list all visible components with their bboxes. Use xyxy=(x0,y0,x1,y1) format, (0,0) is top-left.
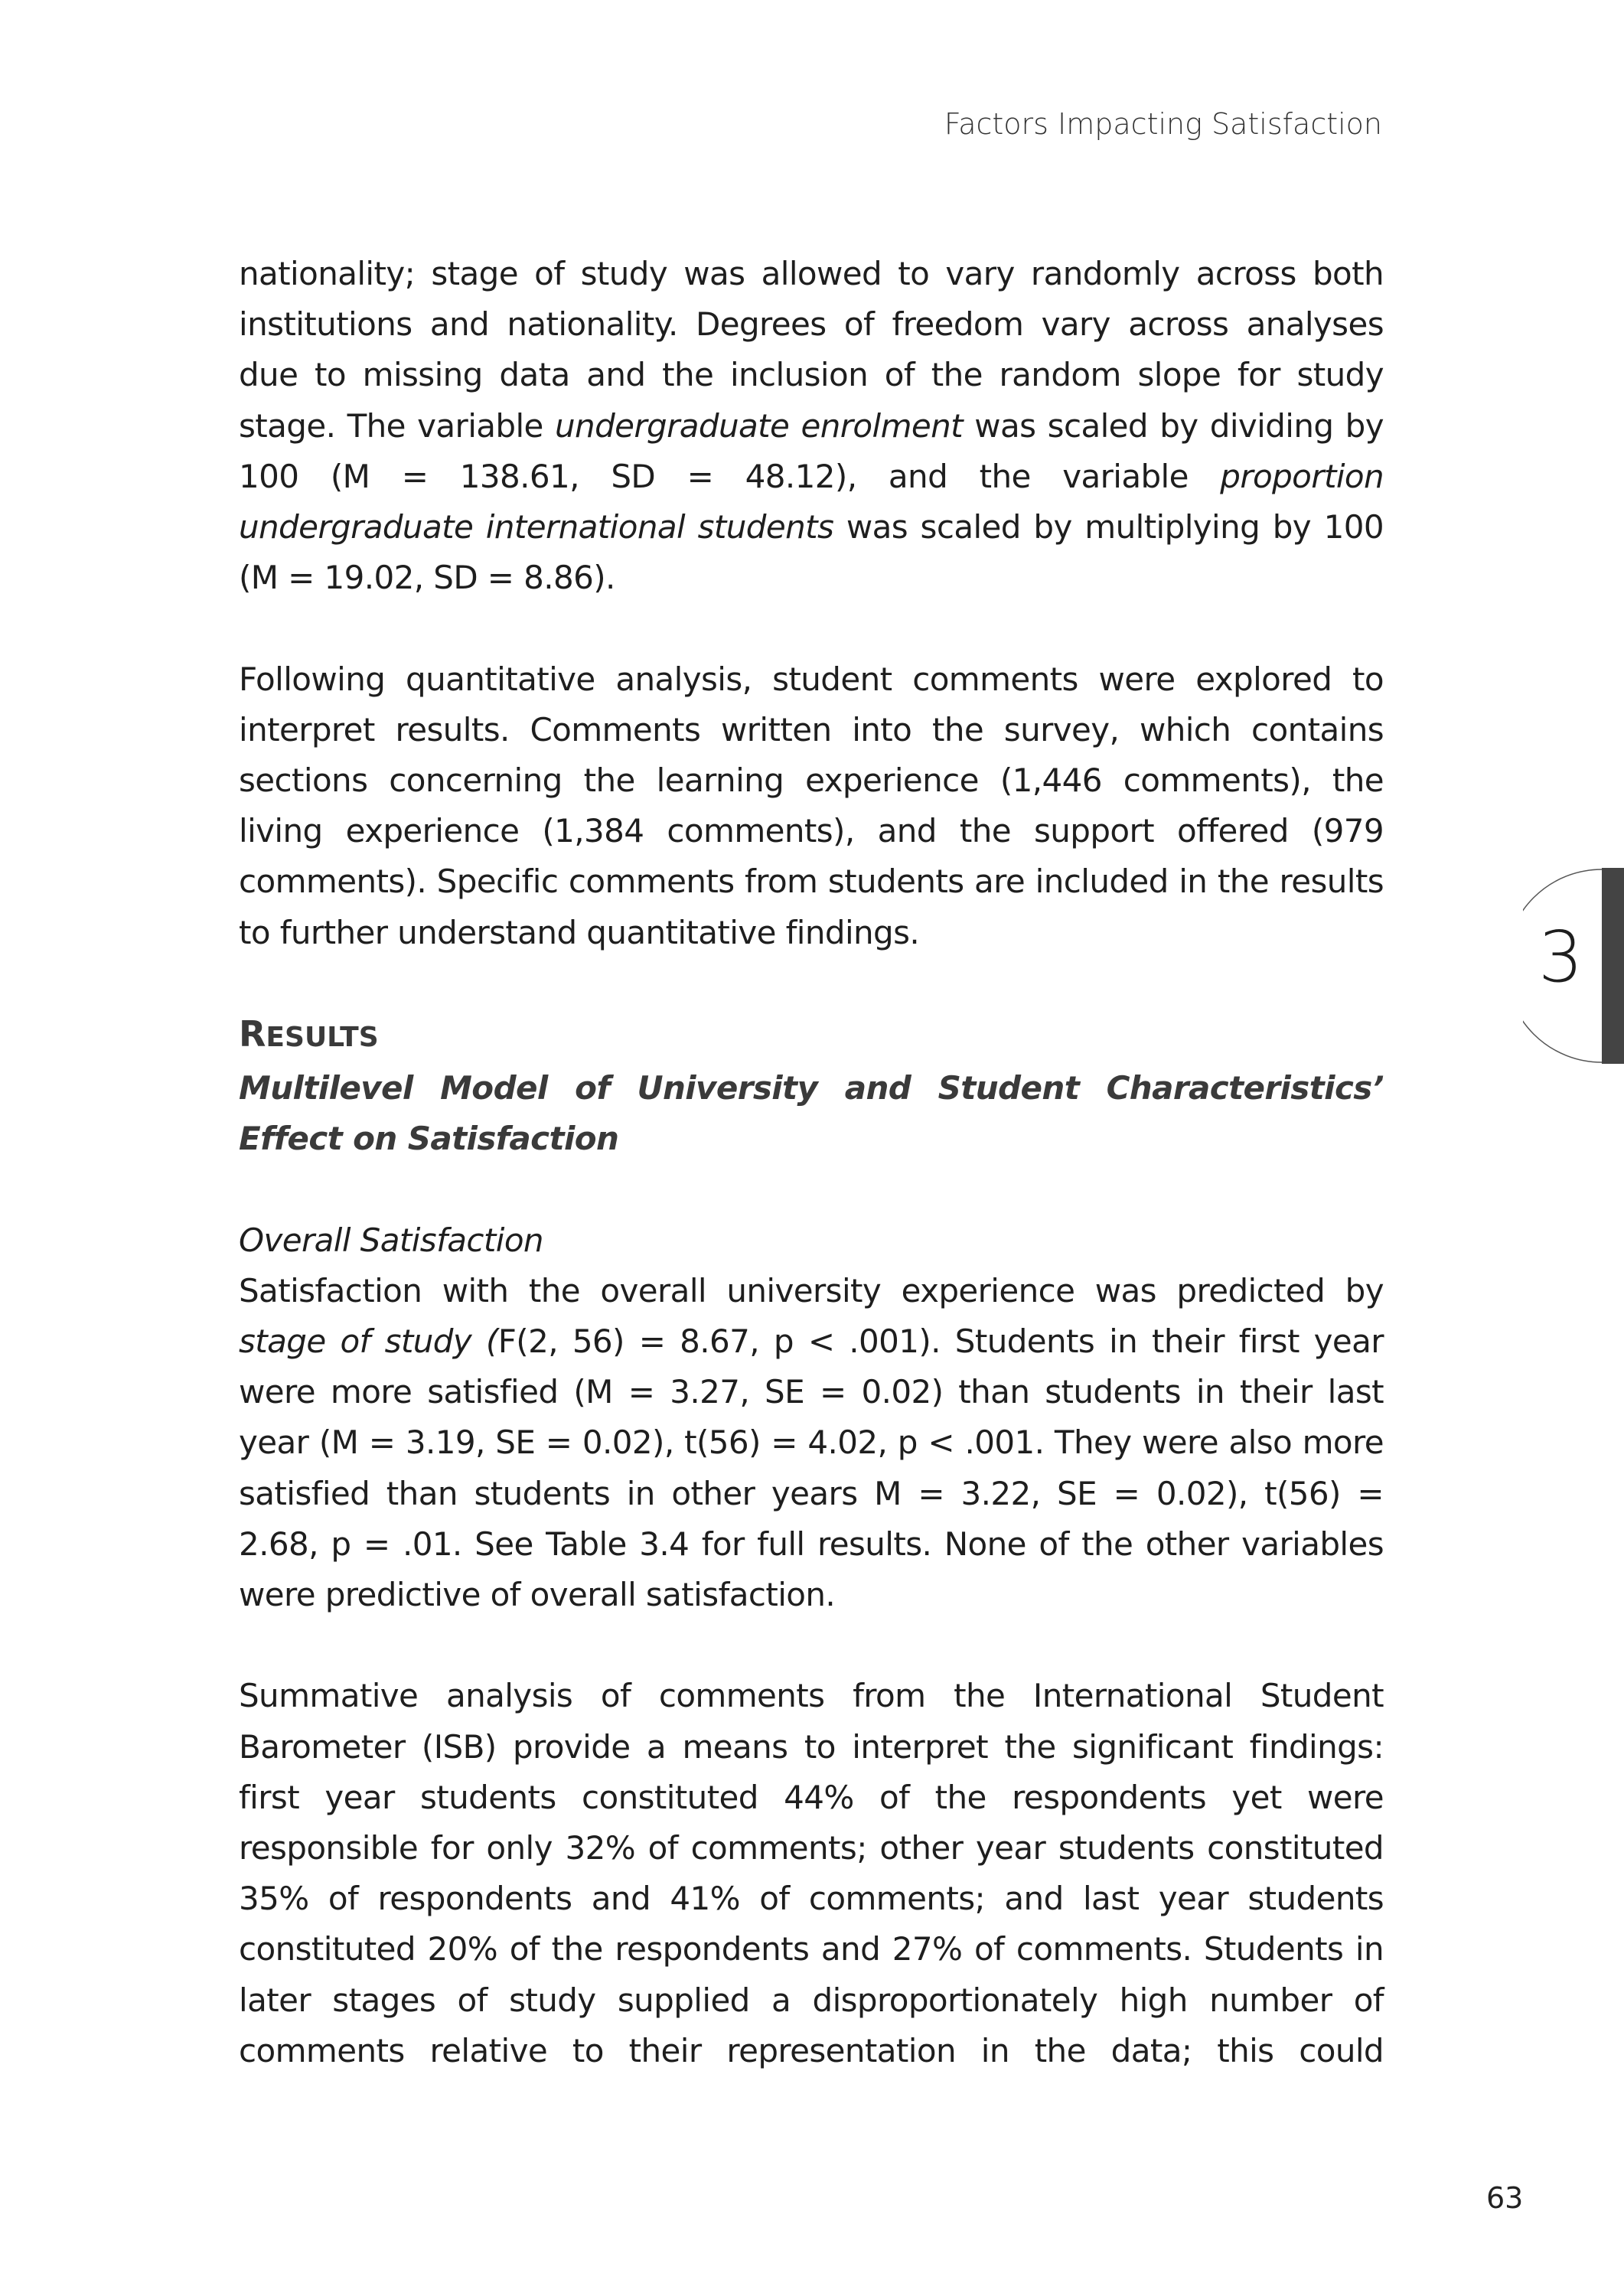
subsubsection-heading: Overall Satisfaction xyxy=(239,1221,543,1259)
paragraph-comments: Following quantitative analysis, student comments were explored to interpret results. Comments written into the survey, which contains sections concerning the learning experience (1,446 comments), the living experience (1,384 comments), and the support offered (979 comments). Specific comments from students are included in the results to further understand quantitative findings. xyxy=(239,660,1384,951)
running-head: Factors Impacting Satisfaction xyxy=(944,107,1382,141)
paragraph-overall-satisfaction: Satisfaction with the overall university experience was predicted by stage of study (F(2, 56) = 8.67, p < .001). Students in their first year were more satisfied (M = 3.27, SE = 0.02) than students in their last year (M = 3.19, SE = 0.02), t(56) = 4.02, p < .001. They were also more satisfied than students in other years M = 3.22, SE = 0.02), t(56) = 2.68, p = .01. See Table 3.4 for full results. None of the other variables were predictive of overall satisfaction. xyxy=(239,1271,1384,1614)
subsection-heading: Multilevel Model of University and Student Characteristics’ Effect on Satisfaction xyxy=(239,1069,1384,1158)
chapter-tab-bar xyxy=(1602,868,1624,1064)
page-number: 63 xyxy=(1486,2181,1524,2215)
section-heading-results: RESULTS xyxy=(239,1013,379,1055)
paragraph-gap xyxy=(239,1164,1384,1215)
variable-name: undergraduate enrolment xyxy=(555,406,964,445)
page-body xyxy=(239,249,1384,2076)
paragraph-gap xyxy=(239,1620,1384,1671)
paragraph-methods-scaling: nationality; stage of study was allowed to vary randomly across both institutions and nationality. Degrees of freedom vary across analyses due to missing data and the inclusion of the random slope for study stage. The variable undergraduate enrolment was scaled by dividing by 100 (M = 138.61, SD = 48.12), and the variable proportion undergraduate international students was scaled by multiplying by 100 (M = 19.02, SD = 8.86). xyxy=(239,255,1384,597)
variable-name: proportion undergraduate international students xyxy=(239,457,1384,546)
paragraph-summative-analysis: Summative analysis of comments from the International Student Barometer (ISB) provide a means to interpret the significant findings: first year students constituted 44% of the respondents yet were responsible for only 32% of comments; other year students constituted 35% of respondents and 41% of comments; and last year students constituted 20% of the respondents and 27% of comments. Students in later stages of study supplied a disproportionately high number of comments relative to their representation in the data; this could xyxy=(239,1677,1384,2069)
paragraph-gap xyxy=(239,958,1384,1009)
chapter-number: 3 xyxy=(1538,916,1583,998)
paragraph-gap xyxy=(239,603,1384,654)
